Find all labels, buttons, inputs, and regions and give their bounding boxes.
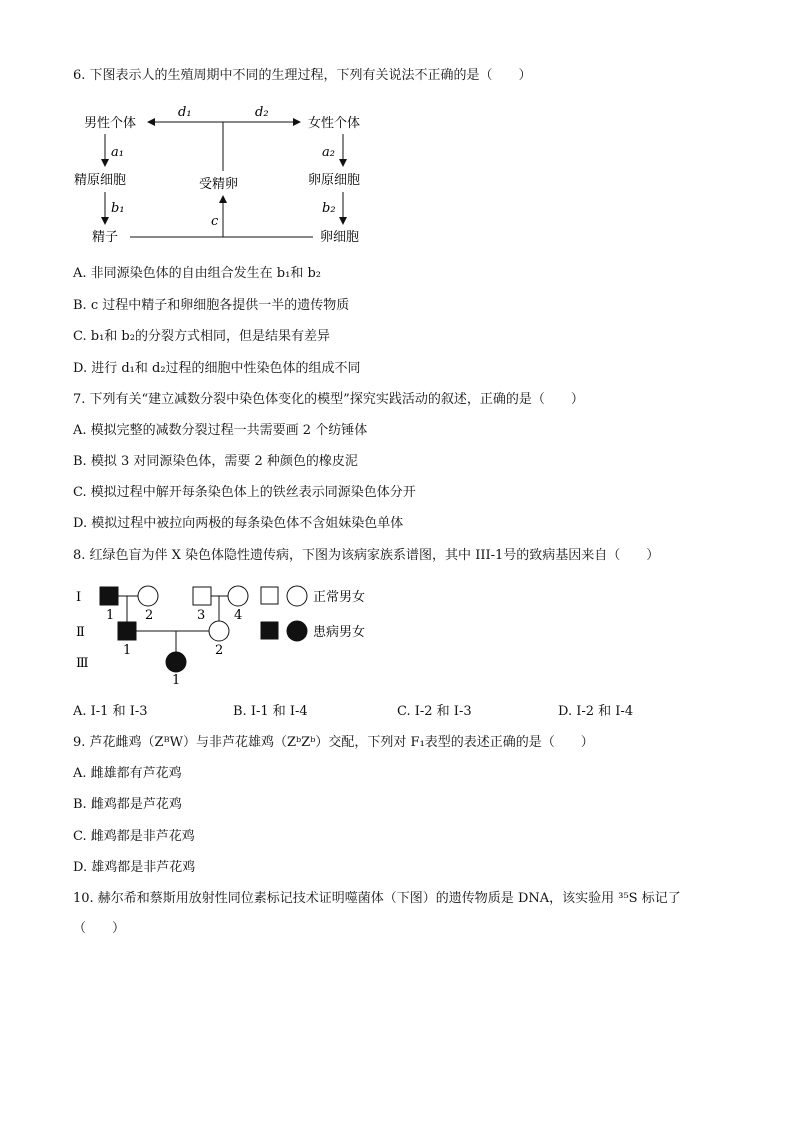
q6-stem: 6. 下图表示人的生殖周期中不同的生理过程，下列有关说法不正确的是（ ） [73, 68, 532, 83]
label-a2: a₂ [322, 145, 335, 160]
q7-stem: 7. 下列有关“建立减数分裂中染色体变化的模型”探究实践活动的叙述，正确的是（ ） [73, 392, 584, 407]
q10-stem: 10. 赫尔希和蔡斯用放射性同位素标记技术证明噬菌体（下图）的遗传物质是 DNA，该实验用 ³⁵S 标记了 [73, 891, 681, 906]
pedigree-chart [70, 580, 390, 688]
q7-option-b: B. 模拟 3 对同源染色体，需要 2 种颜色的橡皮泥 [73, 454, 358, 469]
q8-option-b: B. I-1 和 I-4 [233, 704, 308, 719]
q7-option-d: D. 模拟过程中被拉向两极的每条染色体不含姐妹染色单体 [73, 516, 404, 531]
q6-option-c: C. b₁和 b₂的分裂方式相同，但是结果有差异 [73, 329, 330, 344]
q6-option-b: B. c 过程中精子和卵细胞各提供一半的遗传物质 [73, 298, 350, 313]
I-3-number: 3 [197, 608, 206, 623]
label-oogonia: 卵原细胞 [308, 173, 361, 188]
label-b1: b₁ [111, 201, 125, 216]
q9-stem: 9. 芦花雌鸡（ZᴮW）与非芦花雄鸡（ZᵇZᵇ）交配，下列对 F₁表型的表述正确的是（ ） [73, 735, 594, 750]
legend-normal-label: 正常男女 [313, 590, 366, 605]
generation-label-3: Ⅲ [76, 656, 89, 671]
q8-option-c: C. I-2 和 I-3 [397, 704, 472, 719]
q6-option-d: D. 进行 d₁和 d₂过程的细胞中性染色体的组成不同 [73, 361, 361, 376]
label-zygote: 受精卵 [199, 177, 239, 192]
label-female: 女性个体 [308, 116, 361, 131]
q9-option-a: A. 雌雄都有芦花鸡 [73, 766, 182, 781]
q9-option-c: C. 雌鸡都是非芦花鸡 [73, 829, 195, 844]
reproduction-cycle-diagram [70, 98, 380, 250]
label-c: c [211, 214, 219, 229]
label-d1: d₁ [178, 105, 192, 120]
legend-normal-male [261, 587, 278, 604]
generation-label-2: Ⅱ [76, 625, 85, 640]
II-1-number: 1 [123, 643, 132, 658]
III-1-affected-female [166, 652, 186, 672]
q8-option-d: D. I-2 和 I-4 [558, 704, 634, 719]
q9-option-d: D. 雄鸡都是非芦花鸡 [73, 860, 196, 875]
q8-stem: 8. 红绿色盲为伴 X 染色体隐性遗传病，下图为该病家族系谱图，其中 III-1号的致病基因来自（ ） [73, 548, 660, 563]
I-1-number: 1 [106, 608, 115, 623]
I-4-normal-female [228, 586, 248, 606]
I-2-number: 2 [145, 608, 154, 623]
q10-stem-continuation: （ ） [73, 921, 126, 936]
II-2-number: 2 [215, 643, 224, 658]
I-1-affected-male [100, 587, 118, 605]
label-egg: 卵细胞 [320, 230, 360, 245]
I-4-number: 4 [234, 608, 243, 623]
legend-affected-label: 患病男女 [313, 625, 366, 640]
III-1-number: 1 [172, 673, 181, 688]
q6-option-a: A. 非同源染色体的自由组合发生在 b₁和 b₂ [73, 266, 321, 281]
label-d2: d₂ [255, 105, 269, 120]
q8-option-a: A. I-1 和 I-3 [73, 704, 148, 719]
label-spermatogonia: 精原细胞 [74, 173, 127, 188]
I-3-normal-male [193, 587, 211, 605]
I-2-normal-female [138, 586, 158, 606]
label-a1: a₁ [111, 145, 124, 160]
label-male: 男性个体 [84, 116, 137, 131]
q9-option-b: B. 雌鸡都是芦花鸡 [73, 797, 182, 812]
q7-option-c: C. 模拟过程中解开每条染色体上的铁丝表示同源染色体分开 [73, 485, 416, 500]
II-1-affected-male [118, 622, 136, 640]
label-sperm: 精子 [92, 230, 119, 245]
legend-affected-male [261, 622, 278, 639]
generation-label-1: I [76, 590, 82, 605]
legend-normal-female [287, 586, 307, 606]
q7-option-a: A. 模拟完整的减数分裂过程一共需要画 2 个纺锤体 [73, 423, 368, 438]
II-2-normal-female [209, 621, 229, 641]
legend-affected-female [287, 621, 307, 641]
label-b2: b₂ [322, 201, 336, 216]
